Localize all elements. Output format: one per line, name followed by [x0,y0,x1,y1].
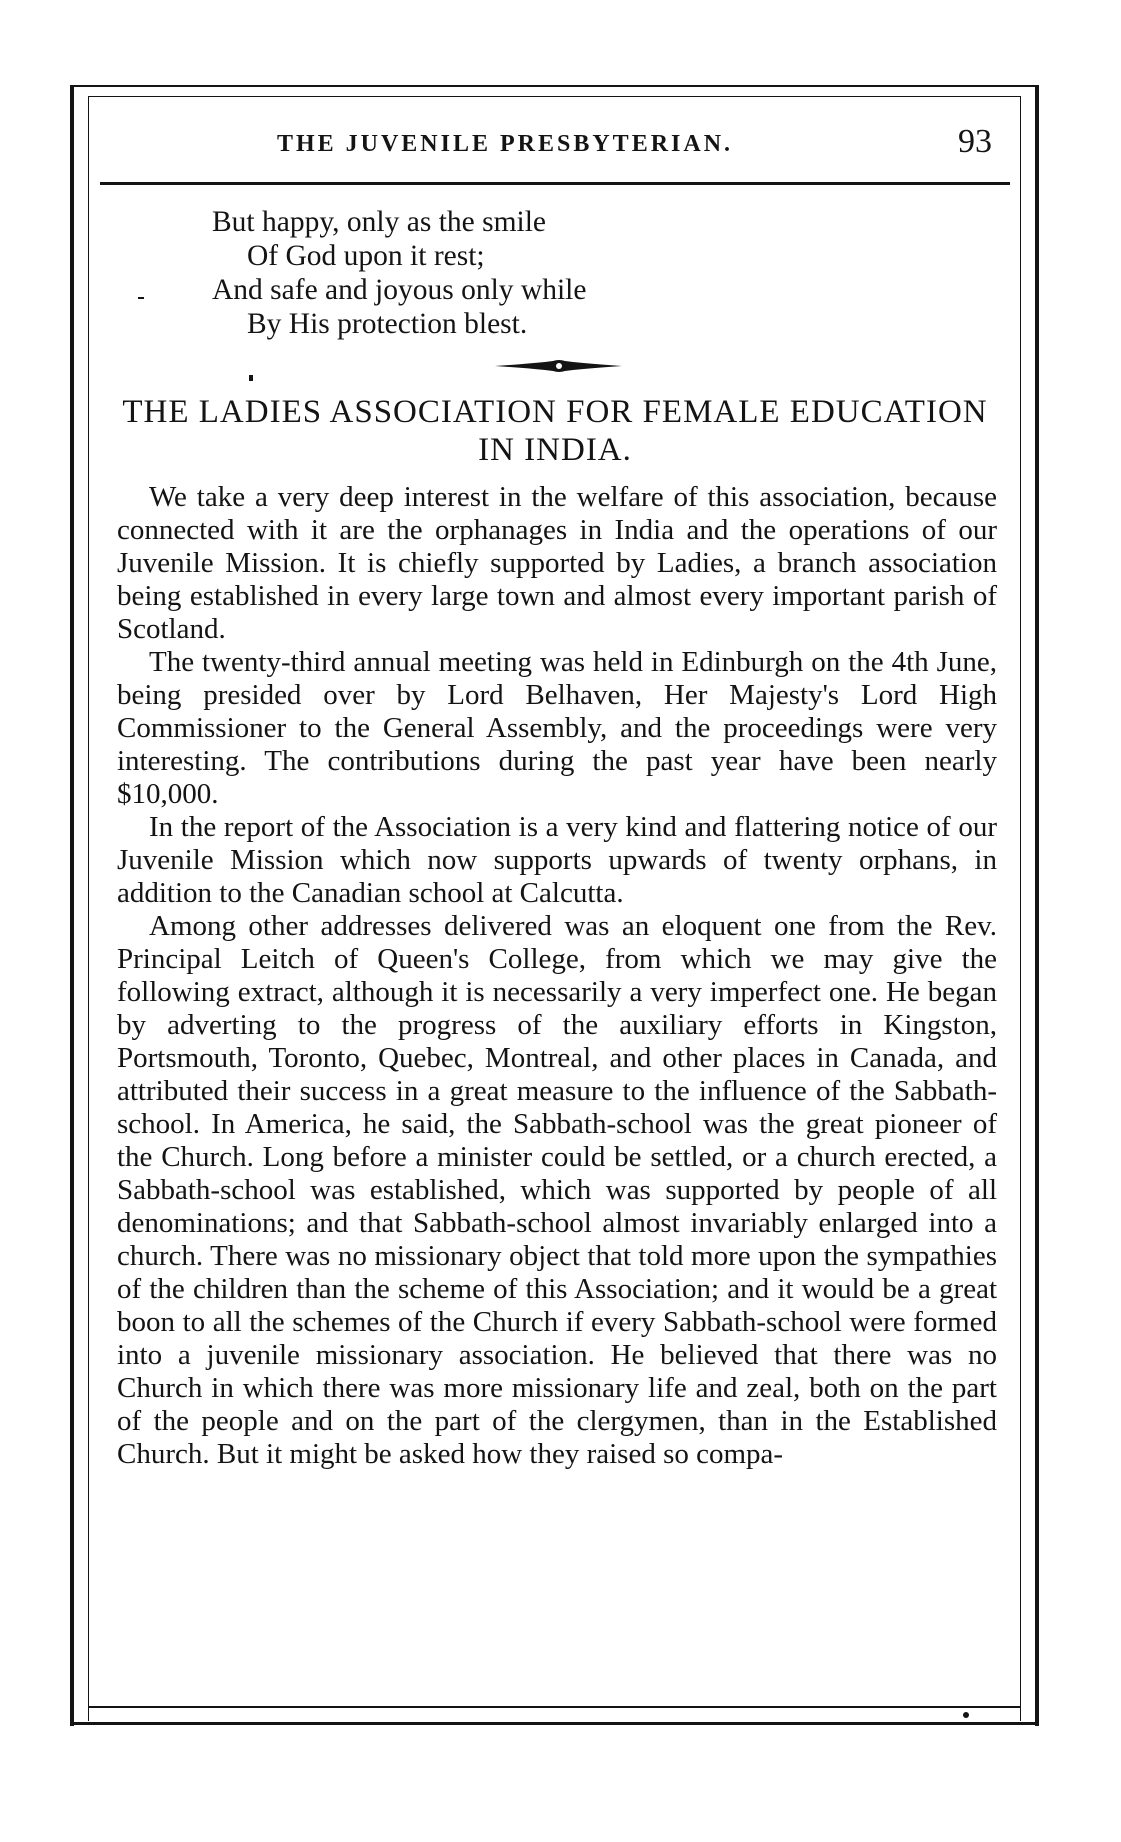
stray-mark [963,1712,969,1718]
bottom-rule-upper [88,1706,1021,1708]
verse-line: Of God upon it rest; [247,240,485,272]
bottom-rule-lower [70,1722,1039,1725]
article-title: THE LADIES ASSOCIATION FOR FEMALE EDUCATION IN INDIA. [122,394,988,468]
verse-line: And safe and joyous only while [212,274,587,306]
paragraph: The twenty-third annual meeting was held in Edinburgh on the 4th June, being presided over by Lord Belhaven, Her Majesty's Lord High Commissioner to the General Assembly, and the proceedings were very interesting. The contributions during the past year have been nearly $10,000. [117,646,997,810]
page-header [100,123,1010,171]
article-body [117,481,997,1471]
verse-stanza [212,205,586,341]
verse-line: By His protection blest. [247,308,528,340]
page-number: 93 [958,123,992,160]
stray-mark [138,297,144,299]
running-head: THE JUVENILE PRESBYTERIAN. [276,131,734,157]
verse-line: But happy, only as the smile [212,206,547,238]
paragraph: Among other addresses delivered was an eloquent one from the Rev. Principal Leitch of Queen's College, from which we may give the following extract, although it is necessarily a very imperfect one. He began by adverting to the progress of the auxiliary efforts in Kingston, Portsmouth, Toronto, Quebec, Montreal, and other places in Canada, and attributed their success in a great measure to the influence of the Sabbath-school. In America, he said, the Sabbath-school was the great pioneer of the Church. Long before a minister could be settled, or a church erected, a Sabbath-school was established, which was supported by people of all denominations; and that Sabbath-school almost invariably enlarged into a church. There was no missionary object that told more upon the sympathies of the children than the scheme of this Association; and it would be a great boon to all the schemes of the Church if every Sabbath-school were formed into a juvenile missionary association. He believed that there was no Church in which there was more missionary life and zeal, both on the part of the people and on the part of the clergymen, than in the Established Church. But it might be asked how they raised so compa- [117,910,997,1470]
paragraph: We take a very deep interest in the welfare of this association, because connected with it are the orphanages in India and the operations of our Juvenile Mission. It is chiefly supported by Ladies, a branch association being established in every large town and almost every important parish of Scotland. [117,481,997,645]
stray-mark [249,375,253,381]
paragraph: In the report of the Association is a very kind and flattering notice of our Juvenile Mission which now supports upwards of twenty orphans, in addition to the Canadian school at Calcutta. [117,811,997,909]
divider-ornament-icon [495,358,622,374]
header-rule [100,182,1010,185]
